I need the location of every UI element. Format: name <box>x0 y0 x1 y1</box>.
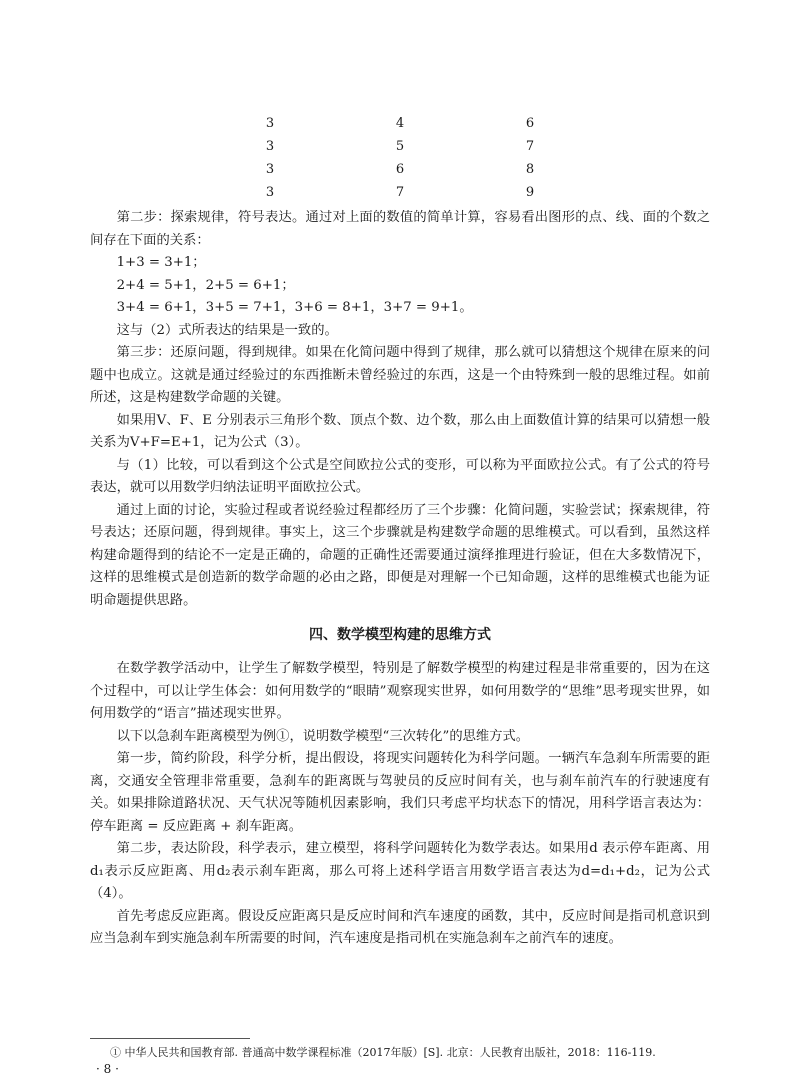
paragraph-model-step2: 第二步，表达阶段，科学表示，建立模型，将科学问题转化为数学表达。如果用d 表示停车距离、用d₁表示反应距离、用d₂表示刹车距离，那么可将上述科学语言用数学语言表达为d=d₁+d₂，记为公式（4）。 <box>90 841 710 901</box>
page-number: · 8 · <box>96 1062 119 1076</box>
table-cell: 7 <box>525 139 535 154</box>
equation-1: 1+3 = 3+1； <box>116 255 206 270</box>
table-cell: 6 <box>395 162 405 177</box>
paragraph-model-step1: 第一步，简约阶段，科学分析，提出假设，将现实问题转化为科学问题。一辆汽车急刹车所需要的距离，交通安全管理非常重要，急刹车的距离既与驾驶员的反应时间有关，也与刹车前汽车的行驶速度有关。如果排除道路状况、天气状况等随机因素影响，我们只考虑平均状态下的情况，用科学语言表达为：停车距离 = 反应距离 + 刹车距离。 <box>90 751 710 834</box>
paragraph-consistency: 这与（2）式所表达的结果是一致的。 <box>116 322 338 338</box>
table-cell: 3 <box>265 116 275 131</box>
table-row <box>230 112 570 135</box>
paragraph-step3: 第三步：还原问题，得到规律。如果在化简问题中得到了规律，那么就可以猜想这个规律在原来的问题中也成立。这就是通过经验过的东西推断未曾经验过的东西，这是一个由特殊到一般的思维过程。如前所述，这是构建数学命题的关键。 <box>90 345 710 405</box>
paragraph-formula3: 如果用V、F、E 分别表示三角形个数、顶点个数、边个数，那么由上面数值计算的结果可以猜想一般关系为V+F=E+1，记为公式（3）。 <box>90 412 710 450</box>
paragraph-summary: 通过上面的讨论，实验过程或者说经验过程都经历了三个步骤：化简问题，实验尝试；探索规律，符号表达；还原问题，得到规律。事实上，这三个步骤就是构建数学命题的思维模式。可以看到，虽然这样构建命题得到的结论不一定是正确的，命题的正确性还需要通过演绎推理进行验证，但在大多数情况下，这样的思维模式是创造新的数学命题的必由之路，即便是对理解一个已知命题，这样的思维模式也能为证明命题提供思路。 <box>90 502 710 608</box>
paragraph-teaching: 在数学教学活动中，让学生了解数学模型，特别是了解数学模型的构建过程是非常重要的，因为在这个过程中，可以让学生体会：如何用数学的“眼睛”观察现实世界，如何用数学的“思维”思考现实世界，如何用数学的“语言”描述现实世界。 <box>90 661 710 721</box>
equation-list <box>90 252 710 320</box>
table-cell: 7 <box>395 185 405 200</box>
table-cell: 9 <box>525 185 535 200</box>
paragraph-reaction-distance: 首先考虑反应距离。假设反应距离只是反应时间和汽车速度的函数，其中，反应时间是指司机意识到应当急刹车到实施急刹车所需要的时间，汽车速度是指司机在实施急刹车之前汽车的速度。 <box>90 908 710 946</box>
table-cell: 6 <box>525 116 535 131</box>
paragraph-step2: 第二步：探索规律，符号表达。通过对上面的数值的简单计算，容易看出图形的点、线、面的个数之间存在下面的关系： <box>90 210 710 248</box>
table-row <box>230 158 570 181</box>
table-row <box>230 135 570 158</box>
table-cell: 3 <box>265 139 275 154</box>
footnote-divider <box>90 1038 250 1039</box>
table-cell: 4 <box>395 116 405 131</box>
body-text <box>90 207 710 951</box>
table-cell: 8 <box>525 162 535 177</box>
table-cell: 5 <box>395 139 405 154</box>
paragraph-euler: 与（1）比较，可以看到这个公式是空间欧拉公式的变形，可以称为平面欧拉公式。有了公式的符号表达，就可以用数学归纳法证明平面欧拉公式。 <box>90 457 710 495</box>
number-table <box>230 112 570 204</box>
equation-2: 2+4 = 5+1，2+5 = 6+1； <box>116 277 295 293</box>
footnote: ① 中华人民共和国教育部. 普通高中数学课程标准（2017年版）[S]. 北京：人民教育出版社，2018：116-119. <box>110 1046 656 1059</box>
table-cell: 3 <box>265 162 275 177</box>
table-cell: 3 <box>265 185 275 200</box>
paragraph-example-intro: 以下以急刹车距离模型为例①，说明数学模型“三次转化”的思维方式。 <box>116 728 530 744</box>
equation-3: 3+4 = 6+1，3+5 = 7+1，3+6 = 8+1，3+7 = 9+1。 <box>116 300 473 315</box>
section-heading: 四、数学模型构建的思维方式 <box>309 627 491 643</box>
table-row <box>230 181 570 204</box>
